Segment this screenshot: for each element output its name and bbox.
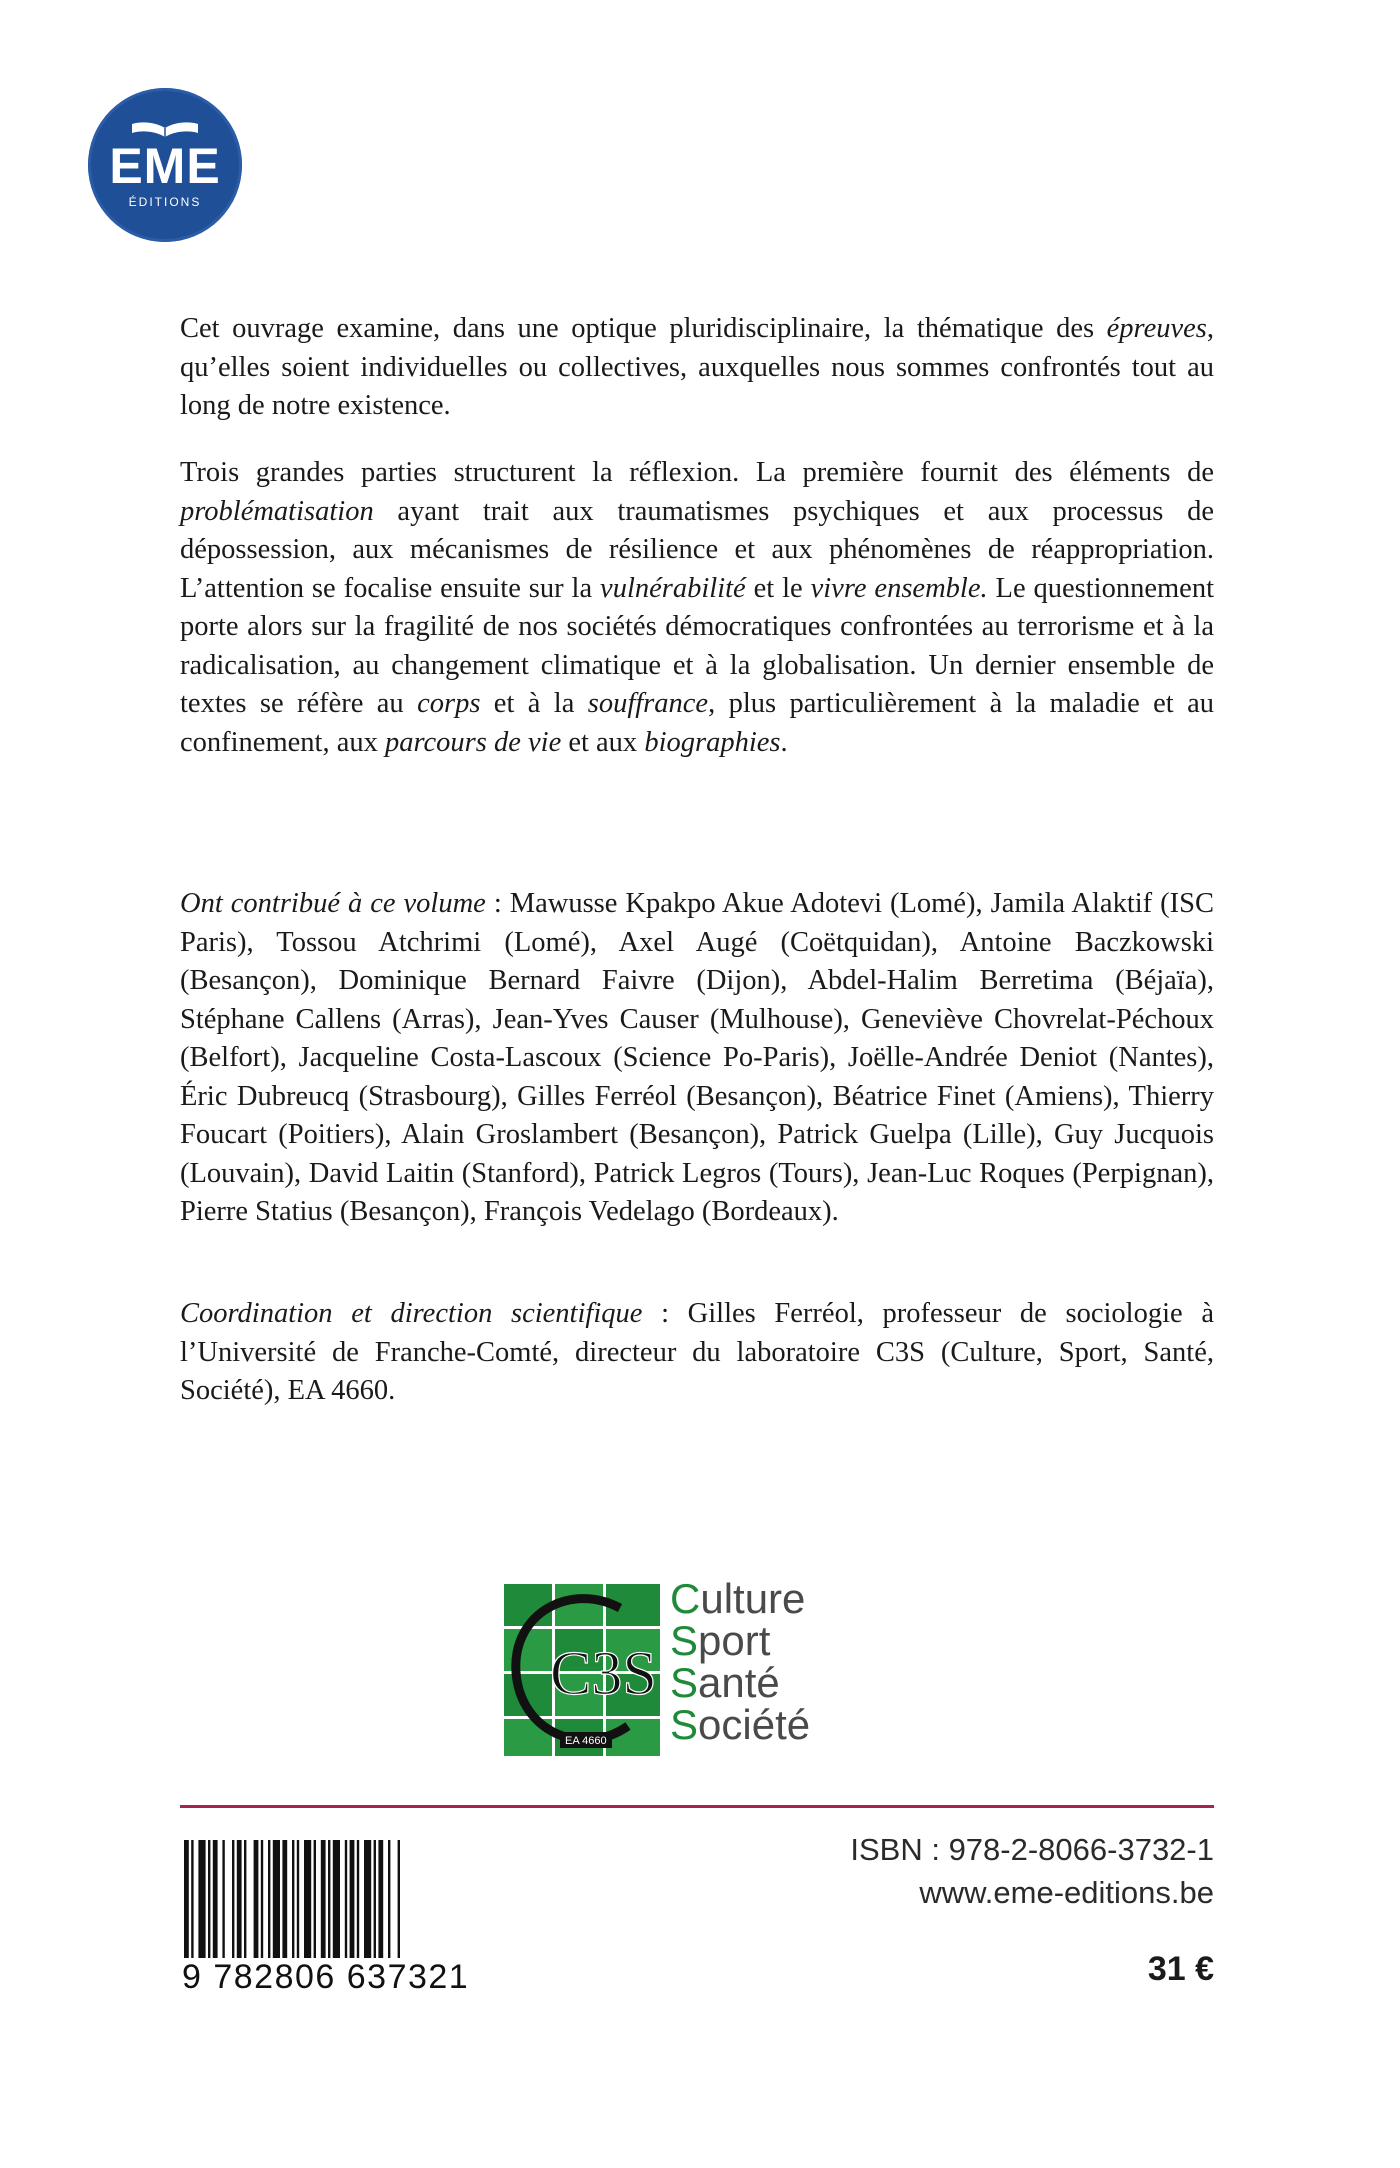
lab-logo-mark: C3S: [550, 1640, 657, 1708]
coordination-paragraph: [180, 1295, 1214, 1411]
structure-paragraph: Trois grandes parties structurent la réflexion. La première fournit des éléments de problématisation ayant trait aux traumatismes psychiques et aux processus de dépossession, aux mécanismes de résilience et aux phénomènes de réappropriation. L’attention se focalise ensuite sur la vulnérabilité et le vivre ensemble. Le questionnement porte alors sur la fragilité de nos sociétés démocratiques confrontées au terrorisme et à la radicalisation, au changement climatique et à la globalisation. Un dernier ensemble de textes se réfère au corps et à la souffrance, plus particulièrement à la maladie et au confinement, aux parcours de vie et aux biographies.: [180, 457, 1214, 758]
lab-word-sante: Santé: [670, 1659, 780, 1706]
contributors-paragraph: [180, 885, 1214, 1232]
intro-paragraph: Cet ouvrage examine, dans une optique pluridisciplinaire, la thématique des épreuves, qu’elles soient individuelles ou collectives, auxquelles nous sommes confrontés tout au long de notre existence.: [180, 313, 1214, 421]
website-url: www.eme-editions.be: [919, 1875, 1214, 1910]
publisher-logo: [88, 88, 242, 242]
coordination-text: : Gilles Ferréol, professeur de sociologie à l’Université de Franche-Comté, directeur du laboratoire C3S (Culture, Sport, Santé, Société), EA 4660.: [180, 1298, 1214, 1406]
isbn-number: ISBN : 978-2-8066-3732-1: [850, 1832, 1214, 1867]
barcode-digits-row: [180, 1958, 500, 1997]
price: 31 €: [1147, 1950, 1214, 1988]
publisher-logo-name: EME: [109, 138, 221, 194]
contributors-label: Ont contribué à ce volume: [180, 888, 486, 919]
lab-word-societe: Société: [670, 1701, 811, 1748]
lab-word-culture: Culture: [670, 1575, 806, 1622]
lab-word-sport: Sport: [670, 1617, 771, 1664]
lab-logo-code: EA 4660: [565, 1735, 607, 1747]
publisher-logo-subtitle: ÉDITIONS: [128, 195, 202, 209]
contributors-list: : Mawusse Kpakpo Akue Adotevi (Lomé), Jamila Alaktif (ISC Paris), Tossou Atchrimi (Lomé), Axel Augé (Coëtquidan), Antoine Baczkowski (Besançon), Dominique Bernard Faivre (Dijon), Abdel-Halim Berretima (Béjaïa), Stéphane Callens (Arras), Jean-Yves Causer (Mulhouse), Geneviève Chovrelat-Péchoux (Belfort), Jacqueline Costa-Lascoux (Science Po-Paris), Joëlle-Andrée Deniot (Nantes), Éric Dubreucq (Strasbourg), Gilles Ferréol (Besançon), Béatrice Finet (Amiens), Thierry Foucart (Poitiers), Alain Groslambert (Besançon), Patrick Guelpa (Lille), Guy Jucquois (Louvain), David Laitin (Stanford), Patrick Legros (Tours), Jean-Luc Roques (Perpignan), Pierre Statius (Besançon), François Vedelago (Bordeaux).: [180, 888, 1214, 1227]
barcode-digits: 9 782806 637321: [182, 1958, 470, 1996]
coordination-label: Coordination et direction scientifique: [180, 1298, 643, 1329]
footer-divider: [180, 1805, 1214, 1808]
open-book-icon: [130, 121, 200, 139]
lab-logo-words: [670, 1575, 811, 1748]
